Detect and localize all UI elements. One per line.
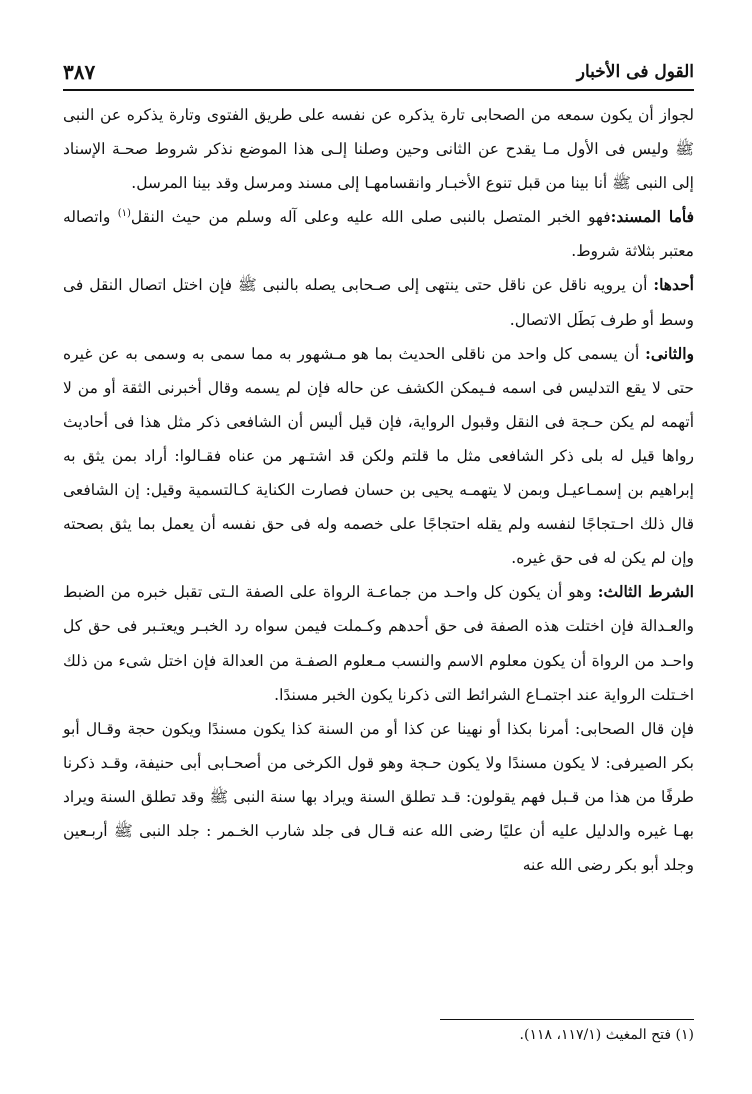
paragraph-lead: فأما المسند: bbox=[610, 207, 695, 227]
paragraph-lead: الشرط الثالث: bbox=[597, 582, 694, 602]
paragraph-text: فإن قال الصحابى: أمرنا بكذا أو نهينا عن كذا أو من السنة كذا يكون مسندًا ويكون حجة وقـال أبو بكر الصيرفى: لا يكون مسندًا ولا يكون حـجة وهو قول الكرخى من أصحـابى أبى حنيفة، وقـد ذكرنا طرفًا من هذا من قـبل فهم يقولون: قـد تطلق السنة ويراد بها سنة النبى ﷺ وقد تطلق السنة ويراد بهـا غيره والدليل عليه أن عليًا رضى الله عنه قـال فى جلد شارب الخـمر : جلد النبى ﷺ أربـعين وجلد أبو بكر رضى الله عنه bbox=[63, 719, 694, 875]
paragraph-text: فهو الخبر المتصل بالنبى صلى الله عليه وعلى آله وسلم من حيث النقل bbox=[130, 208, 611, 227]
paragraph-text: لجواز أن يكون سمعه من الصحابى تارة يذكره عن نفسه على طريق الفتوى وتارة يذكره عن النبى ﷺ وليس فى الأول مـا يقدح عن الثانى وحين وصلنا إلـى هذا الموضع نذكر شروط صحـة الإسناد إلى النبى ﷺ أنا بينا من قبل تنوع الأخبـار وانقسامهـا إلى مسند ومرسل وقد بينا المرسل. bbox=[63, 106, 694, 193]
paragraph-companion-saying bbox=[63, 712, 694, 882]
page-number: ٣٨٧ bbox=[63, 60, 96, 84]
paragraph-text: أن يسمى كل واحد من ناقلى الحديث بما هو مـشهور به مما سمى به وسمى به عن غيره حتى لا يقع التدليس فى اسمه فـيمكن الكشف عن حاله فإن لم يسمه وقال أخبرنى الثقة أو من لا أتهمه لم يكن حـجة فى النقل وقبول الرواية، فإن قيل أليس أن الشافعى ذكر مثل هذا فى أحاديث رواها قيل له بلى ذكر الشافعى مثل ما قلتم ولكن قد اشتـهر من عناه فقـالوا: أراد بمن يثق به إبراهيم بن إسمـاعيـل وبمن لا يتهمـه يحيى بن حسان فصارت الكناية كـالتسمية وقيل: إن الشافعى قال ذلك احـتجاجًا لنفسه ولم يقله احتجاجًا على خصمه وله فى حق نفسه أن يعمل بما يثق بصحته وإن لم يكن له فى حق غيره. bbox=[63, 344, 694, 568]
paragraph-lead: والثانى: bbox=[645, 343, 694, 363]
page-body bbox=[63, 98, 694, 882]
paragraph-tail: واتصاله معتبر بثلاثة شروط. bbox=[63, 208, 694, 261]
running-title: القول فى الأخبار bbox=[576, 62, 694, 82]
paragraph-first-condition bbox=[63, 268, 694, 336]
page-header bbox=[63, 52, 694, 92]
paragraph-text: وهو أن يكون كل واحـد من جماعـة الرواة على الصفة الـتى تقبل خبره من الضبط والعـدالة فإن اختلت هذه الصفة فى حق أحدهم وكـملت فيمن سواه رد الخبـر ويعتـبر فى حق كل واحـد من الرواة أن يكون معلوم الاسم والنسب مـعلوم الصفـة من العدالة فإن اختل شىء من ذلك اخـتلت الرواية عند اجتمـاع الشرائط التى ذكرنا يكون الخبر مسندًا. bbox=[63, 583, 694, 704]
paragraph-second-condition bbox=[63, 337, 694, 576]
footnote: (١) فتح المغيث (١١٧/١، ١١٨). bbox=[519, 1027, 694, 1043]
paragraph-text: أن يرويه ناقل عن ناقل حتى ينتهى إلى صـحابى يصله بالنبى ﷺ فإن اختل اتصال النقل فى وسط أو طرف بَطَل الاتصال. bbox=[63, 276, 694, 329]
paragraph-musnad-definition bbox=[63, 200, 694, 268]
footnote-rule bbox=[440, 1019, 694, 1020]
footnote-mark: (١) bbox=[117, 208, 131, 220]
paragraph-lead: أحدها: bbox=[653, 275, 694, 295]
header-rule bbox=[63, 89, 694, 91]
paragraph-third-condition bbox=[63, 575, 694, 711]
paragraph-intro bbox=[63, 98, 694, 200]
